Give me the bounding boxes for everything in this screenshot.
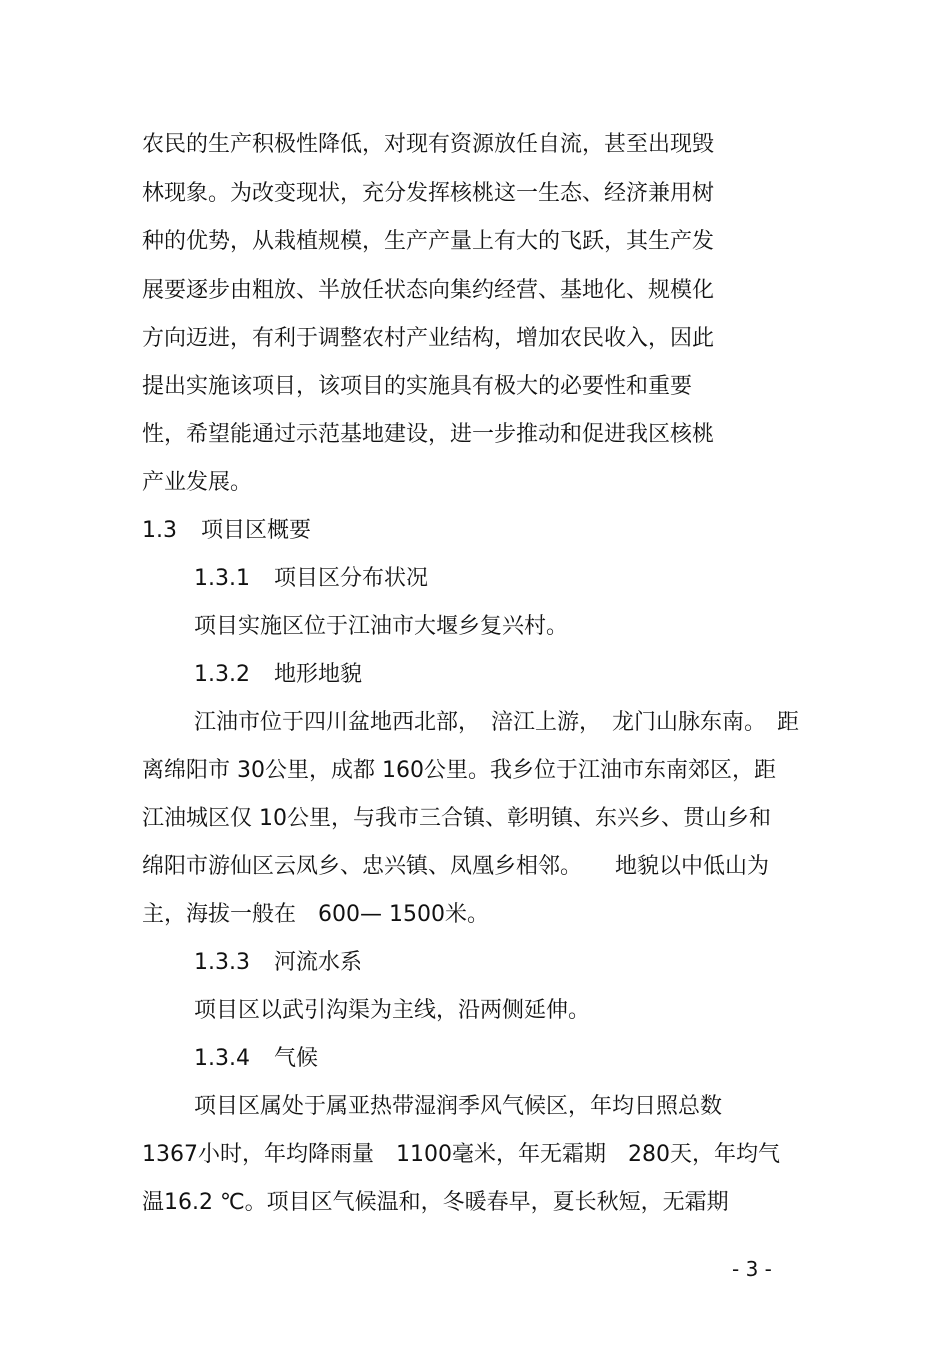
- section-heading-1-3-4: [194, 1044, 318, 1074]
- section-title: 地形地貌: [273, 662, 362, 687]
- paragraph-line: 方向迈进，有利于调整农村产业结构，增加农民收入，因此: [142, 326, 715, 351]
- section-heading-1-3: [142, 516, 311, 546]
- paragraph-line: 性，希望能通过示范基地建设，进一步推动和促进我区核桃: [142, 422, 715, 447]
- paragraph-line: 1367小时，年均降雨量 1100毫米，年无霜期 280天，年均气: [142, 1142, 780, 1167]
- paragraph-line: 农民的生产积极性降低，对现有资源放任自流，甚至出现毁: [142, 132, 715, 157]
- section-number: 1.3.1: [194, 566, 250, 591]
- paragraph-line: 温16.2 ℃。项目区气候温和，冬暖春早，夏长秋短，无霜期: [142, 1190, 729, 1215]
- paragraph-line: 项目区以武引沟渠为主线，沿两侧延伸。: [194, 998, 591, 1023]
- section-title: 项目区分布状况: [273, 566, 428, 591]
- paragraph-line: 绵阳市游仙区云凤乡、忠兴镇、凤凰乡相邻。 地貌以中低山为: [142, 854, 770, 879]
- section-heading-1-3-1: [194, 564, 428, 594]
- section-heading-1-3-2: [194, 660, 362, 690]
- paragraph-line: 江油城区仅 10公里，与我市三合镇、彰明镇、东兴乡、贯山乡和: [142, 806, 771, 831]
- paragraph-line: 项目区属处于属亚热带湿润季风气候区，年均日照总数: [194, 1094, 723, 1119]
- section-title: 项目区概要: [201, 518, 312, 543]
- paragraph-line: 林现象。为改变现状，充分发挥核桃这一生态、经济兼用树: [142, 181, 715, 206]
- page-number: - 3 -: [732, 1257, 772, 1281]
- section-title: 气候: [273, 1046, 318, 1071]
- paragraph-line: 产业发展。: [142, 470, 253, 495]
- paragraph-line: 项目实施区位于江油市大堰乡复兴村。: [194, 614, 569, 639]
- paragraph-line: 主，海拔一般在 600— 1500米。: [142, 902, 489, 927]
- paragraph-line: 江油市位于四川盆地西北部， 涪江上游， 龙门山脉东南。 距: [194, 710, 800, 735]
- paragraph-line: 展要逐步由粗放、半放任状态向集约经营、基地化、规模化: [142, 278, 715, 303]
- section-number: 1.3: [142, 518, 177, 543]
- paragraph-line: 提出实施该项目，该项目的实施具有极大的必要性和重要: [142, 374, 693, 399]
- section-heading-1-3-3: [194, 948, 362, 978]
- section-number: 1.3.3: [194, 950, 250, 975]
- section-number: 1.3.4: [194, 1046, 250, 1071]
- section-title: 河流水系: [273, 950, 362, 975]
- paragraph-line: 种的优势，从栽植规模，生产产量上有大的飞跃，其生产发: [142, 229, 715, 254]
- section-number: 1.3.2: [194, 662, 250, 687]
- paragraph-line: 离绵阳市 30公里，成都 160公里。我乡位于江油市东南郊区，距: [142, 758, 776, 783]
